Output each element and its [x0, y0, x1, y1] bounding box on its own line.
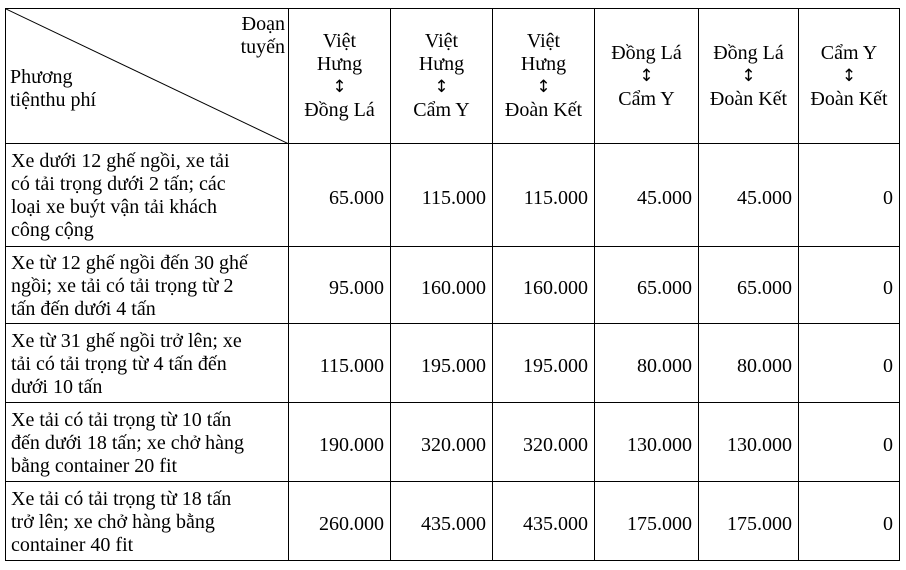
vehicle-line: Xe từ 12 ghế ngồi đến 30 ghế	[11, 251, 248, 274]
route-header-4	[595, 9, 699, 144]
route-header-5	[699, 9, 799, 144]
fee-cell: 320.000	[493, 403, 595, 482]
route-from: Hưng	[520, 53, 567, 75]
fee-cell: 95.000	[289, 247, 391, 324]
fee-cell: 80.000	[699, 324, 799, 403]
table-row	[6, 482, 900, 561]
fee-cell: 435.000	[493, 482, 595, 561]
vehicle-line: Xe từ 31 ghế ngồi trở lên; xe	[11, 329, 242, 352]
route-from: Đồng Lá	[611, 41, 682, 64]
route-to: Đoàn Kết	[810, 87, 888, 110]
fee-cell: 130.000	[595, 403, 699, 482]
corner-route-line-2: tuyến	[240, 36, 285, 58]
up-down-arrow-icon: ↕	[536, 77, 551, 97]
vehicle-type-cell	[6, 247, 289, 324]
corner-route-label	[241, 13, 285, 59]
vehicle-line: tải có tải trọng từ 4 tấn đến	[11, 352, 227, 375]
up-down-arrow-icon: ↕	[332, 77, 347, 97]
route-header-2	[391, 9, 493, 144]
corner-route-line-1: Đoạn	[241, 13, 285, 35]
fee-cell: 65.000	[699, 247, 799, 324]
vehicle-line: Xe tải có tải trọng từ 10 tấn	[11, 408, 232, 431]
route-from: Đồng Lá	[713, 41, 784, 64]
fee-cell: 160.000	[391, 247, 493, 324]
route-from: Hưng	[418, 53, 465, 75]
fee-cell: 115.000	[289, 324, 391, 403]
vehicle-line: loại xe buýt vận tải khách	[11, 196, 218, 218]
fee-cell: 80.000	[595, 324, 699, 403]
vehicle-type-cell	[6, 403, 289, 482]
fee-cell: 195.000	[391, 324, 493, 403]
up-down-arrow-icon: ↕	[639, 65, 654, 86]
vehicle-line: bằng container 20 fit	[11, 454, 178, 477]
fee-cell: 260.000	[289, 482, 391, 561]
header-corner-cell	[6, 9, 289, 144]
vehicle-type-cell	[6, 482, 289, 561]
route-to: Cẩm Y	[618, 87, 675, 110]
fee-cell: 0	[799, 324, 900, 403]
up-down-arrow-icon: ↕	[434, 77, 449, 97]
vehicle-line: dưới 10 tấn	[11, 375, 103, 398]
route-from: Việt	[526, 30, 561, 52]
fee-cell: 45.000	[699, 144, 799, 247]
route-header-6	[799, 9, 900, 144]
fee-cell: 0	[799, 403, 900, 482]
fee-cell: 65.000	[289, 144, 391, 247]
toll-fee-table	[5, 8, 900, 561]
route-to: Cẩm Y	[413, 99, 470, 121]
route-header-3	[493, 9, 595, 144]
fee-cell: 0	[799, 144, 900, 247]
fee-cell: 130.000	[699, 403, 799, 482]
fee-cell: 65.000	[595, 247, 699, 324]
route-from: Cẩm Y	[820, 41, 878, 64]
route-from: Việt	[322, 30, 357, 52]
fee-cell: 160.000	[493, 247, 595, 324]
fee-cell: 115.000	[391, 144, 493, 247]
table-row	[6, 144, 900, 247]
route-header-1	[289, 9, 391, 144]
vehicle-type-cell	[6, 324, 289, 403]
vehicle-line: công cộng	[11, 219, 94, 241]
vehicle-line: ngồi; xe tải có tải trọng từ 2	[11, 274, 234, 297]
route-to: Đồng Lá	[304, 99, 375, 121]
up-down-arrow-icon: ↕	[741, 65, 756, 86]
vehicle-line: trở lên; xe chở hàng bằng	[11, 510, 215, 533]
corner-vehicle-line-2: tiệnthu phí	[10, 89, 97, 111]
fee-cell: 115.000	[493, 144, 595, 247]
table-row	[6, 403, 900, 482]
fee-cell: 45.000	[595, 144, 699, 247]
vehicle-line: có tải trọng dưới 2 tấn; các	[11, 173, 226, 195]
table-row	[6, 324, 900, 403]
fee-cell: 320.000	[391, 403, 493, 482]
fee-cell: 195.000	[493, 324, 595, 403]
fee-cell: 0	[799, 482, 900, 561]
table-row	[6, 247, 900, 324]
corner-vehicle-line-1: Phương	[10, 66, 73, 88]
fee-cell: 435.000	[391, 482, 493, 561]
vehicle-line: container 40 fit	[11, 533, 134, 556]
route-from: Hưng	[316, 53, 363, 75]
vehicle-type-cell	[6, 144, 289, 247]
vehicle-line: Xe tải có tải trọng từ 18 tấn	[11, 487, 232, 510]
route-to: Đoàn Kết	[504, 99, 583, 121]
fee-cell: 175.000	[699, 482, 799, 561]
vehicle-line: đến dưới 18 tấn; xe chở hàng	[11, 431, 245, 454]
corner-vehicle-label	[10, 66, 96, 112]
fee-cell: 175.000	[595, 482, 699, 561]
fee-cell: 190.000	[289, 403, 391, 482]
vehicle-line: tấn đến dưới 4 tấn	[11, 297, 156, 320]
fee-cell: 0	[799, 247, 900, 324]
route-from: Việt	[424, 30, 459, 52]
route-to: Đoàn Kết	[709, 87, 788, 110]
up-down-arrow-icon: ↕	[841, 65, 857, 86]
vehicle-line: Xe dưới 12 ghế ngồi, xe tải	[11, 150, 230, 172]
